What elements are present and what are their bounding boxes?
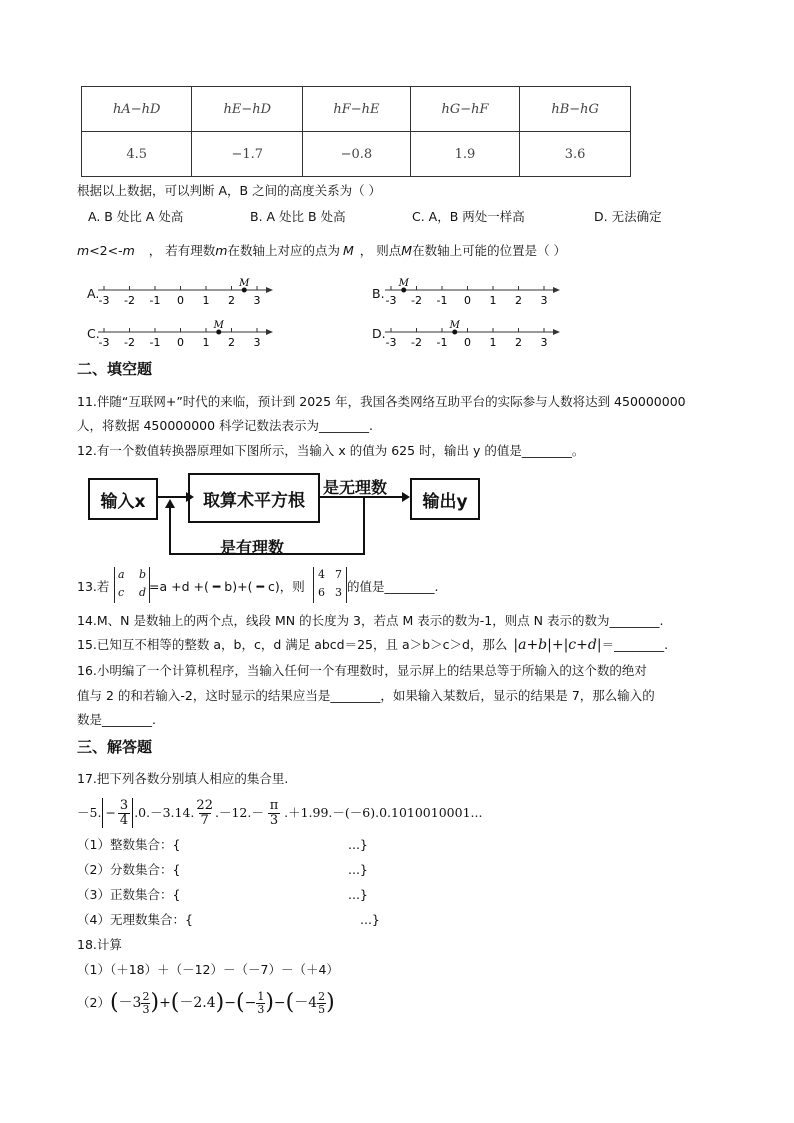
option-b: B. A 处比 B 处高 — [250, 209, 346, 224]
set-irrationals-end: ...} — [360, 912, 380, 927]
tick-label: -1 — [149, 294, 161, 307]
question-18-part1: （1）（＋18）＋（－12）－（－7）－（＋4） — [77, 962, 339, 977]
tick-label: -3 — [385, 336, 397, 349]
question-16-line1: 16.小明编了一个计算机程序，当输入任何一个有理数时，显示屏上的结果总等于所输入的这个数的绝对 — [77, 663, 647, 678]
tick-label: -2 — [124, 294, 135, 307]
set-irrationals: （4）无理数集合：{ — [77, 912, 193, 927]
flow-input-box: 输入x — [88, 478, 158, 520]
question-15: 15.已知互不相等的整数 a，b，c，d 满足 abcd＝25，且 a＞b＞c＞d，那么 |a+b|+|c+d|＝________. — [77, 637, 669, 653]
tick-label: 3 — [253, 336, 261, 349]
question-16-line3: 数是________. — [77, 712, 156, 727]
option-d: D. 无法确定 — [594, 209, 662, 224]
question-13-suffix: 的值是________. — [347, 579, 439, 594]
section-title-fill-in: 二、填空题 — [77, 360, 153, 378]
question-11-line2: 人，将数据 450000000 科学记数法表示为________. — [77, 418, 373, 433]
tick-label: -3 — [98, 294, 110, 307]
table-header: hG−hF — [410, 87, 520, 132]
option-a: A. B 处比 A 处高 — [88, 209, 184, 224]
set-integers: （1）整数集合：{ — [77, 837, 181, 852]
question-stem: 根据以上数据，可以判断 A，B 之间的高度关系为（ ） — [77, 183, 382, 198]
question-16-line2: 值与 2 的和若输入-2，这时显示的结果应当是________，如果输入某数后，显示的结果是 7，那么输入的 — [77, 688, 655, 703]
table-header-row — [82, 87, 631, 132]
tick-label: 0 — [177, 294, 184, 307]
question-13-prefix: 13.若 — [77, 579, 110, 594]
table-header: hA−hD — [82, 87, 192, 132]
question-17-numbers: －5. − $\frac{3}{4}$ .0.－3.14. 22 7 .－12.－ π 3 .＋1.99.－(－6).0.1010010001... — [77, 797, 483, 828]
tick-label: 2 — [515, 294, 522, 307]
question-11-line1: 11.伴随“互联网+”时代的来临，预计到 2025 年，我国各类网络互助平台的实际参与人数将达到 450000000 — [77, 394, 686, 409]
tick-label: 3 — [540, 294, 548, 307]
flow-irrational-label: 是无理数 — [323, 478, 388, 497]
tick-label: 2 — [228, 336, 235, 349]
axis-arrow — [266, 287, 273, 293]
numline-option-b-label: B. — [372, 286, 385, 301]
point-m-label: M — [239, 278, 250, 289]
tick-label: -1 — [149, 336, 161, 349]
set-positives: （3）正数集合：{ — [77, 887, 181, 902]
number-line-d — [383, 318, 563, 352]
tick-label: 3 — [253, 294, 261, 307]
tick-label: 1 — [202, 294, 210, 307]
tick-label: -3 — [385, 294, 397, 307]
table-header: hE−hD — [192, 87, 303, 132]
table-header: hB−hG — [520, 87, 631, 132]
tick-label: 0 — [464, 336, 471, 349]
height-difference-table — [81, 86, 631, 177]
tick-label: 2 — [228, 294, 235, 307]
numline-question-stem: m<2<-m ， 若有理数m在数轴上对应的点为 M ， 则点M在数轴上可能的位置是（ ） — [77, 243, 567, 258]
point-m-label: M — [398, 278, 409, 289]
number-line-a — [96, 276, 276, 310]
option-c: C. A，B 两处一样高 — [412, 209, 525, 224]
question-18-part2: （2） ( －3 2 3 ) + ( －2.4 ) − ( − $\frac{1}{3}$ ) − ( －4 2 5 ) — [77, 989, 335, 1016]
flow-process-box: 取算术平方根 — [188, 473, 320, 523]
numline-option-a-label: A. — [87, 286, 100, 301]
tick-label: 1 — [202, 336, 210, 349]
tick-label: 0 — [177, 336, 184, 349]
matrix-abcd: a b c d — [114, 567, 150, 603]
question-18-stem: 18.计算 — [77, 937, 122, 952]
flow-output-box: 输出y — [410, 478, 480, 520]
table-row — [82, 132, 631, 177]
table-cell: 1.9 — [410, 132, 520, 177]
axis-arrow — [553, 287, 560, 293]
tick-label: -2 — [411, 336, 422, 349]
tick-label: -2 — [124, 336, 135, 349]
table-cell: −0.8 — [303, 132, 411, 177]
table-cell: 3.6 — [520, 132, 631, 177]
tick-label: 2 — [515, 336, 522, 349]
numline-option-d-label: D. — [372, 326, 386, 341]
flow-arrows — [150, 470, 420, 560]
tick-label: 3 — [540, 336, 548, 349]
section-title-answer: 三、解答题 — [77, 738, 153, 756]
tick-label: -1 — [436, 336, 448, 349]
set-integers-end: ...} — [348, 837, 368, 852]
set-fractions-end: ...} — [348, 862, 368, 877]
tick-label: -3 — [98, 336, 110, 349]
flow-rational-label: 是有理数 — [220, 538, 285, 557]
number-line-b — [383, 276, 563, 310]
question-13-formula: =a +d +( ━ b)+( ━ c)，则 — [149, 579, 305, 594]
point-m-label: M — [449, 320, 460, 331]
matrix-4763: 4 7 6 3 — [313, 567, 347, 603]
set-positives-end: ...} — [348, 887, 368, 902]
tick-label: 0 — [464, 294, 471, 307]
numline-option-c-label: C. — [87, 326, 100, 341]
tick-label: 1 — [489, 336, 497, 349]
question-17-stem: 17.把下列各数分别填人相应的集合里. — [77, 771, 289, 786]
table-cell: 4.5 — [82, 132, 192, 177]
tick-label: -2 — [411, 294, 422, 307]
set-fractions: （2）分数集合：{ — [77, 862, 181, 877]
tick-label: 1 — [489, 294, 497, 307]
question-14: 14.M、N 是数轴上的两个点，线段 MN 的长度为 3，若点 M 表示的数为-1，则点 N 表示的数为________. — [77, 613, 664, 628]
tick-label: -1 — [436, 294, 448, 307]
axis-arrow — [266, 329, 273, 335]
point-m-label: M — [213, 320, 224, 331]
table-header: hF−hE — [303, 87, 411, 132]
number-line-c — [96, 318, 276, 352]
table-cell: −1.7 — [192, 132, 303, 177]
question-12: 12.有一个数值转换器原理如下图所示，当输入 x 的值为 625 时，输出 y 的值是________。 — [77, 443, 585, 458]
axis-arrow — [553, 329, 560, 335]
